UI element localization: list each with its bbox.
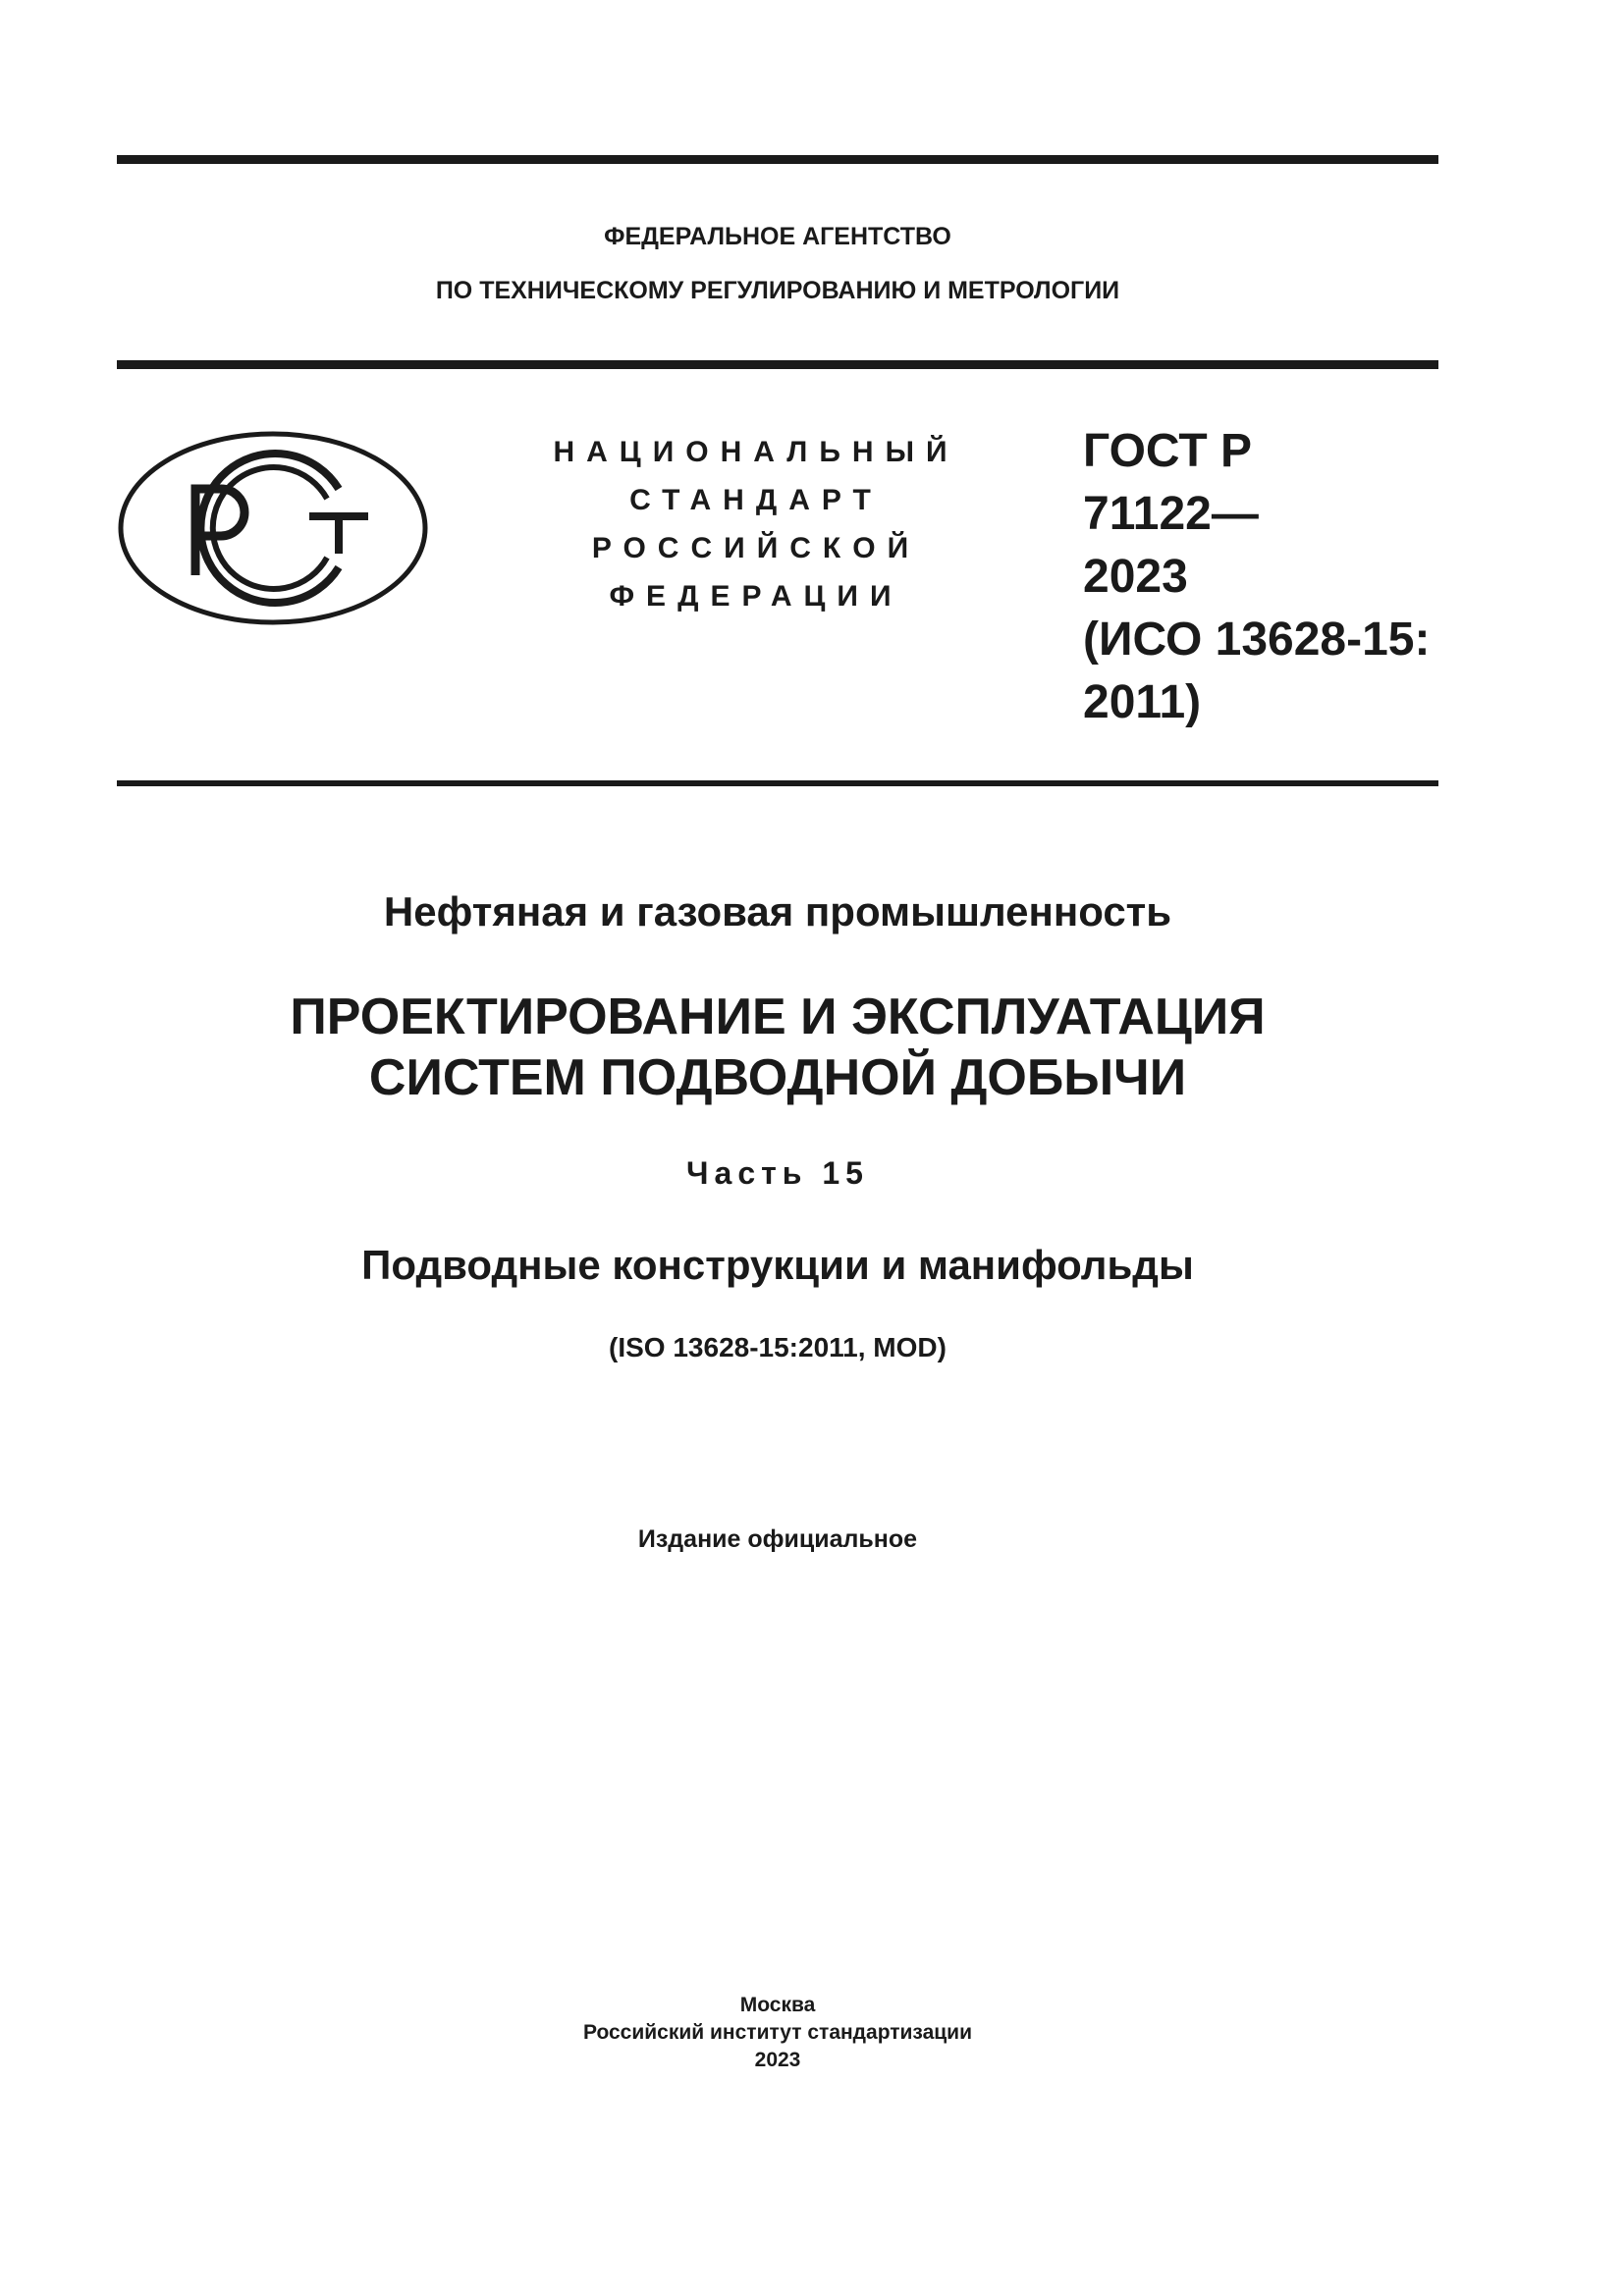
- designation-line2: 71122—: [1083, 488, 1259, 540]
- national-standard-line3: РОССИЙСКОЙ: [591, 532, 921, 564]
- part-number: Часть 15: [686, 1155, 869, 1191]
- national-standard-label: [511, 428, 1001, 620]
- industry-heading: Нефтяная и газовая промышленность: [383, 888, 1172, 934]
- national-standard-line4: ФЕДЕРАЦИИ: [609, 580, 903, 613]
- designation-line5: 2011): [1083, 676, 1202, 728]
- main-title-line2: СИСТЕМ ПОДВОДНОЙ ДОБЫЧИ: [368, 1049, 1187, 1106]
- title-block-rule: [117, 780, 1438, 786]
- main-title: [117, 987, 1438, 1108]
- designation-line4: (ИСО 13628-15:: [1083, 614, 1431, 666]
- agency-name-line2: ПО ТЕХНИЧЕСКОМУ РЕГУЛИРОВАНИЮ И МЕТРОЛОГИИ: [435, 277, 1120, 304]
- header-rule: [117, 360, 1438, 369]
- rst-logo-icon: [117, 430, 429, 626]
- part-subtitle: Подводные конструкции и манифольды: [361, 1242, 1194, 1288]
- iso-reference: (ISO 13628-15:2011, MOD): [609, 1332, 947, 1362]
- imprint-year: 2023: [754, 2049, 801, 2071]
- main-title-line1: ПРОЕКТИРОВАНИЕ И ЭКСПЛУАТАЦИЯ: [290, 988, 1266, 1045]
- designation-line3: 2023: [1083, 551, 1188, 603]
- designation-line1: ГОСТ Р: [1083, 425, 1253, 477]
- imprint-city: Москва: [739, 1994, 816, 2016]
- edition-label: Издание официальное: [637, 1525, 918, 1553]
- imprint-publisher: Российский институт стандартизации: [582, 2021, 973, 2044]
- standard-designation: [1083, 420, 1436, 734]
- national-standard-line2: СТАНДАРТ: [629, 484, 883, 516]
- national-standard-line1: НАЦИОНАЛЬНЫЙ: [553, 436, 959, 468]
- top-rule: [117, 155, 1438, 164]
- imprint: [117, 1992, 1438, 2074]
- agency-name-line1: ФЕДЕРАЛЬНОЕ АГЕНТСТВО: [604, 223, 951, 250]
